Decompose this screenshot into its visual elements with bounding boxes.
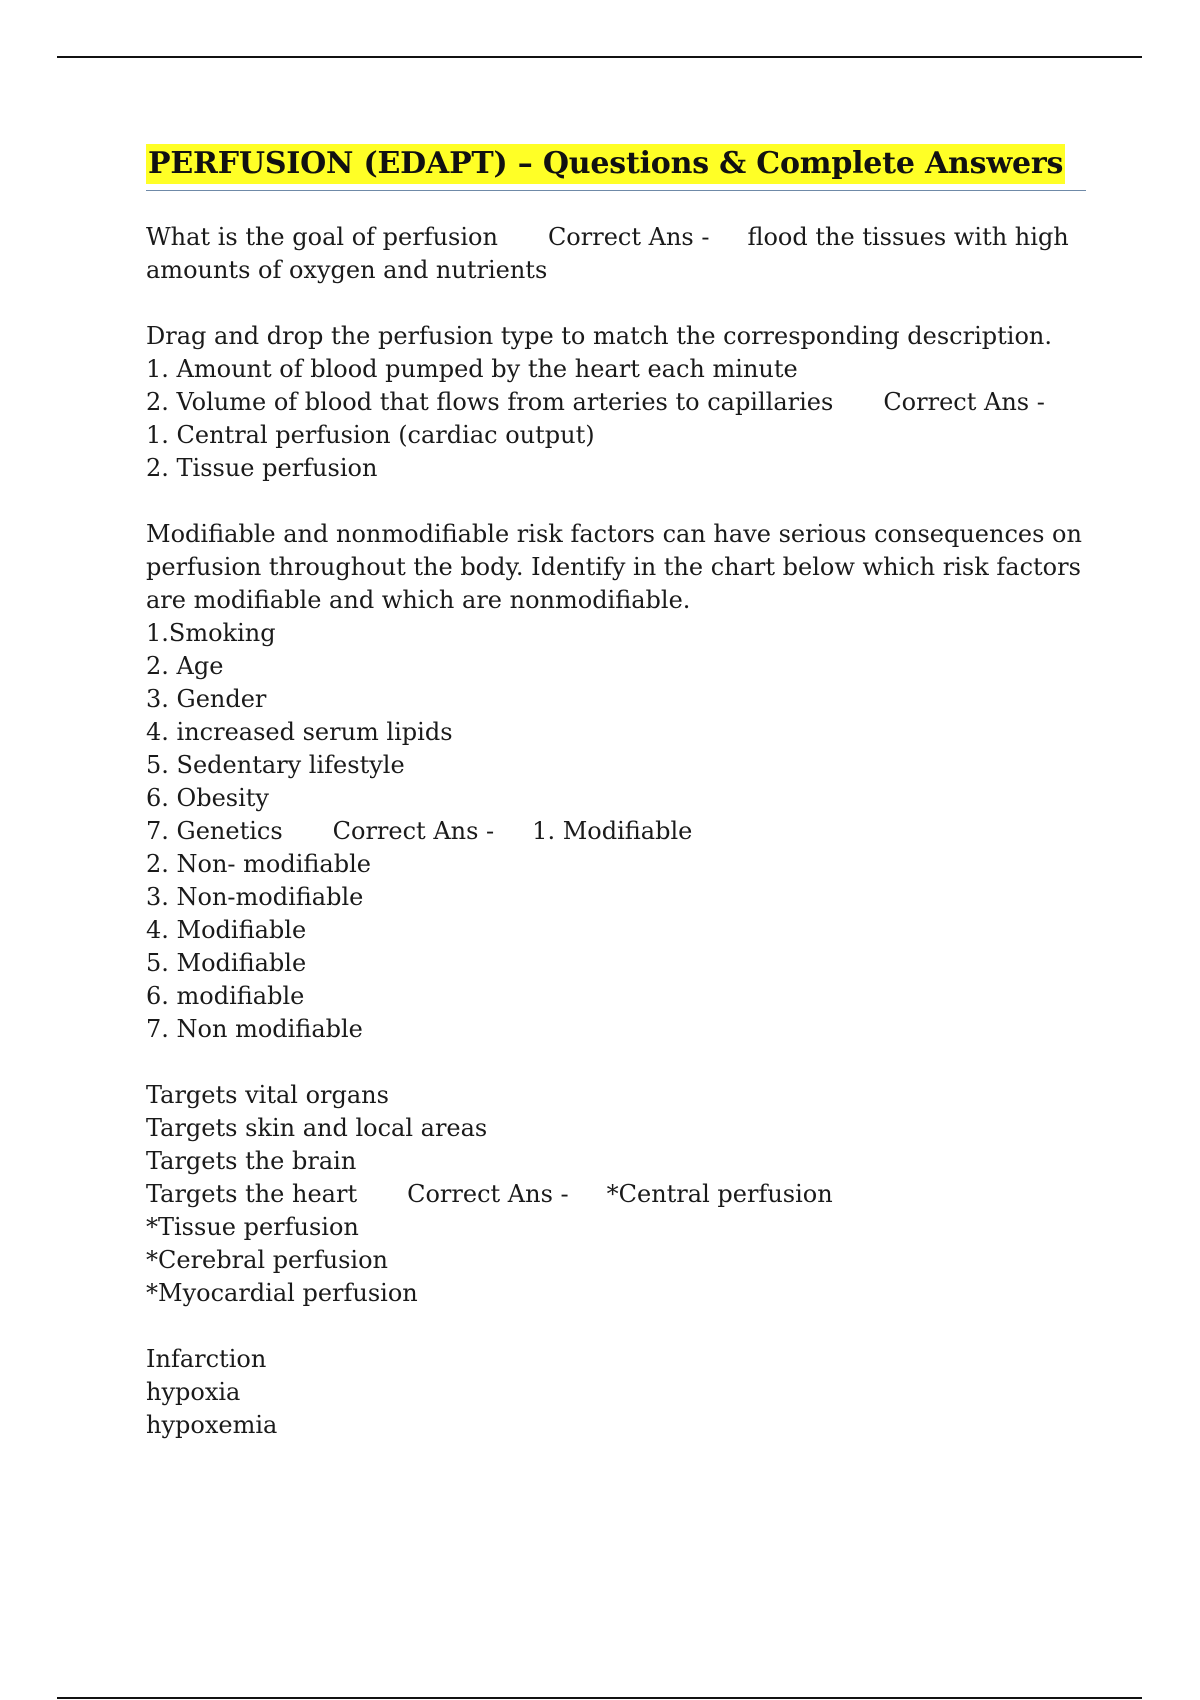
- question-item: Targets skin and local areas: [146, 1114, 488, 1142]
- question-item: 4. increased serum lipids: [146, 718, 453, 746]
- document-title: PERFUSION (EDAPT) – Questions & Complete Answers: [146, 144, 1065, 184]
- question-risk-factors: [146, 518, 1086, 1046]
- answer-item: *Cerebral perfusion: [146, 1246, 388, 1274]
- answer-item: 7. Non modifiable: [146, 1015, 363, 1043]
- answer-item: 6. modifiable: [146, 982, 305, 1010]
- header-rule: [57, 56, 1142, 58]
- answer-item: 1. Central perfusion (cardiac output): [146, 421, 595, 449]
- question-item: 3. Gender: [146, 685, 267, 713]
- question-text: are modifiable and which are nonmodifiable.: [146, 586, 691, 614]
- question-perfusion-type-match: [146, 320, 1086, 485]
- answer-line: amounts of oxygen and nutrients: [146, 256, 548, 284]
- question-item: 5. Sedentary lifestyle: [146, 751, 405, 779]
- document-body: [146, 144, 1086, 1475]
- answer-item: 2. Tissue perfusion: [146, 454, 378, 482]
- answer-item: *Central perfusion: [606, 1180, 833, 1208]
- question-line: [146, 221, 1086, 254]
- answer-label: Correct Ans -: [407, 1180, 569, 1208]
- question-goal-of-perfusion: [146, 221, 1086, 287]
- footer-rule: [57, 1697, 1142, 1699]
- answer-item: 1. Modifiable: [532, 817, 693, 845]
- question-text: Modifiable and nonmodifiable risk factors can have serious consequences on: [146, 520, 1082, 548]
- question-perfusion-targets: [146, 1079, 1086, 1310]
- answer-text: flood the tissues with high: [747, 223, 1069, 251]
- question-item: 1. Amount of blood pumped by the heart each minute: [146, 355, 798, 383]
- answer-label: Correct Ans -: [883, 388, 1045, 416]
- question-item-with-answer: [146, 386, 1086, 419]
- question-item-with-answer: [146, 815, 1086, 848]
- question-item: hypoxia: [146, 1378, 241, 1406]
- question-item: hypoxemia: [146, 1411, 278, 1439]
- answer-item: 2. Non- modifiable: [146, 850, 371, 878]
- answer-label: Correct Ans -: [332, 817, 495, 845]
- question-item: Targets the heart: [146, 1180, 358, 1208]
- answer-item: 3. Non-modifiable: [146, 883, 364, 911]
- question-item: 2. Age: [146, 652, 224, 680]
- answer-label: Correct Ans -: [547, 223, 710, 251]
- question-text: Drag and drop the perfusion type to match the corresponding description.: [146, 322, 1052, 350]
- question-item-with-answer: [146, 1178, 1086, 1211]
- answer-item: 5. Modifiable: [146, 949, 307, 977]
- question-terms: [146, 1343, 1086, 1442]
- answer-item: *Tissue perfusion: [146, 1213, 359, 1241]
- question-item: 7. Genetics: [146, 817, 283, 845]
- title-block: [146, 144, 1086, 191]
- question-item: 1.Smoking: [146, 619, 276, 647]
- question-item: 6. Obesity: [146, 784, 269, 812]
- question-text: What is the goal of perfusion: [146, 223, 498, 251]
- question-item: Targets vital organs: [146, 1081, 389, 1109]
- question-item: 2. Volume of blood that flows from arteries to capillaries: [146, 388, 834, 416]
- question-text: perfusion throughout the body. Identify in the chart below which risk factors: [146, 553, 1081, 581]
- answer-item: *Myocardial perfusion: [146, 1279, 418, 1307]
- question-item: Targets the brain: [146, 1147, 357, 1175]
- question-item: Infarction: [146, 1345, 267, 1373]
- answer-item: 4. Modifiable: [146, 916, 307, 944]
